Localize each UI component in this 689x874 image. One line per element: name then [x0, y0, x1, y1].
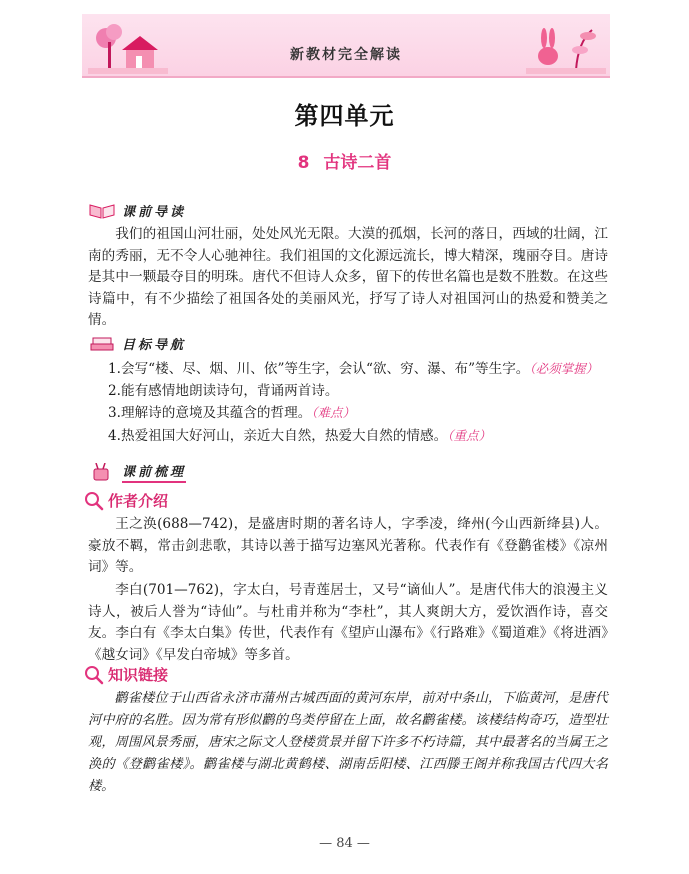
review-label: 课前梳理 — [122, 461, 186, 483]
page-number: — 84 — — [319, 836, 370, 851]
goal-item: 4.热爱祖国大好河山，亲近大自然，热爱大自然的情感。（重点） — [108, 427, 491, 444]
goals-list — [88, 358, 608, 447]
lesson-title — [0, 148, 689, 173]
author-intro-label: 作者介绍 — [108, 492, 169, 510]
pre-reading-text: 我们的祖国山河壮丽，处处风光无限。大漠的孤烟，长河的落日，西域的壮阔，江南的秀丽，无不令人心驰神往。我们祖国的文化源远流长，博大精深，瑰丽夺目。唐诗是其中一颗最夺目的明珠。唐代不但诗人众多，留下的传世名篇也是数不胜数。在这些诗篇中，有不少描绘了祖国各处的美丽风光，抒写了诗人对祖国河山的热爱和赞美之情。 — [88, 226, 608, 328]
goals-label: 目标导航 — [122, 337, 187, 353]
open-book-icon — [88, 201, 116, 219]
review-heading — [88, 462, 186, 482]
goal-item: 2.能有感情地朗读诗句，背诵两首诗。 — [108, 382, 339, 399]
author-paragraph-li: 李白(701—762)，字太白，号青莲居士，又号“谪仙人”。是唐代伟大的浪漫主义诗人，被后人誉为“诗仙”。与杜甫并称为“李杜”，其人爽朗大方，爱饮酒作诗，喜交友。李白有《李太白集》传世，代表作有《望庐山瀑布》《行路难》《蜀道难》《将进酒》《越女词》《早发白帝城》等多首。 — [88, 582, 608, 663]
book-stack-icon — [88, 334, 116, 352]
knowledge-label: 知识链接 — [108, 666, 169, 684]
header-banner — [82, 14, 610, 78]
rabbit-plant-icon — [526, 22, 606, 74]
goal-item: 3.理解诗的意境及其蕴含的哲理。（难点） — [108, 405, 356, 421]
goal-item: 1.会写“楼、尽、烟、川、依”等生字，会认“欲、穷、瀑、布”等生字。（必须掌握） — [108, 361, 599, 377]
pencil-cup-icon — [88, 463, 116, 481]
author-paragraph-wang: 王之涣(688—742)，是盛唐时期的著名诗人，字季凌，绛州(今山西新绛县)人。豪放不羁，常击剑悲歌，其诗以善于描写边塞风光著称。代表作有《登鹳雀楼》《凉州词》等。 — [88, 516, 608, 575]
lesson-name: 古诗二首 — [323, 153, 392, 173]
pre-reading-heading — [88, 200, 186, 220]
pre-reading-label: 课前导读 — [122, 204, 187, 220]
banner-title: 新教材完全解读 — [290, 47, 402, 63]
goals-heading — [88, 333, 186, 353]
magnifier-icon — [84, 491, 104, 511]
knowledge-text: 鹳雀楼位于山西省永济市蒲州古城西面的黄河东岸，前对中条山，下临黄河，是唐代河中府的名胜。因为常有形似鹳的鸟类停留在上面，故名鹳雀楼。该楼结构奇巧，造型壮观，周围风景秀丽，唐宋之际文人登楼赏景并留下许多不朽诗篇，其中最著名的当属王之涣的《登鹳雀楼》。鹳雀楼与湖北黄鹤楼、湖南岳阳楼、江西滕王阁并称我国古代四大名楼。 — [88, 691, 608, 794]
magnifier-icon — [84, 665, 104, 685]
knowledge-heading — [84, 664, 168, 685]
lesson-number: 8 — [297, 153, 310, 173]
author-intro-heading — [84, 490, 168, 511]
unit-title: 第四单元 — [294, 101, 395, 130]
